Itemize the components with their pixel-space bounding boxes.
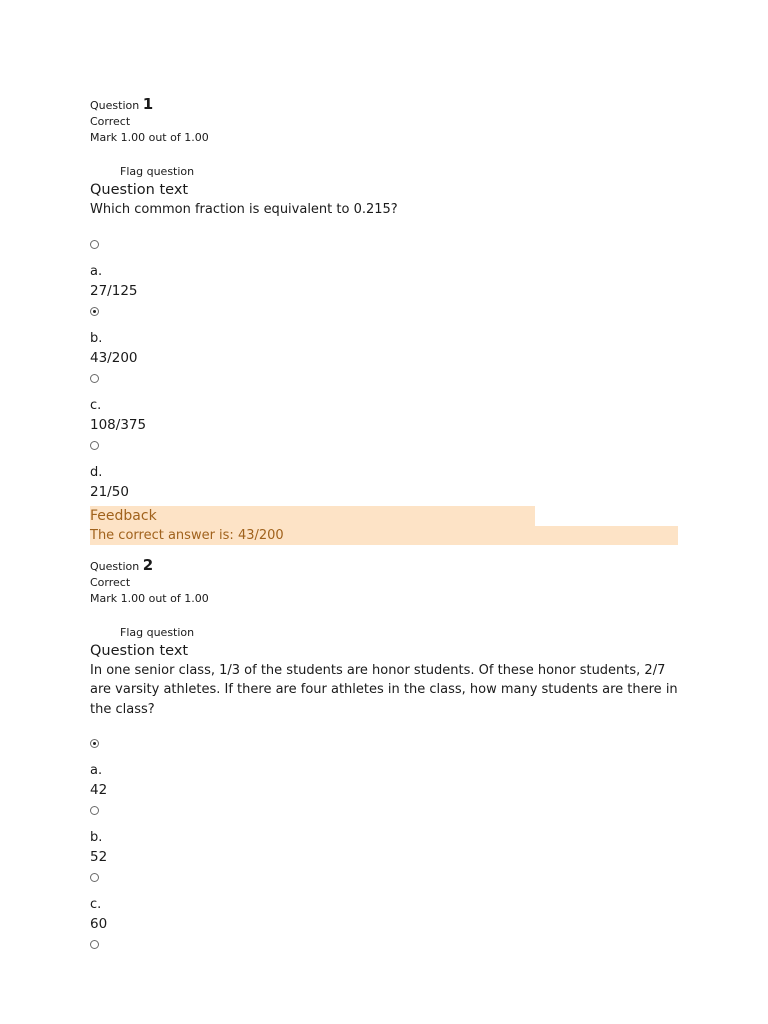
feedback-title-box bbox=[90, 506, 535, 526]
question-mark: Mark 1.00 out of 1.00 bbox=[90, 591, 209, 605]
flag-question-link[interactable]: Flag question bbox=[120, 165, 195, 178]
option-letter: b. bbox=[90, 330, 103, 346]
option-value: 21/50 bbox=[90, 483, 129, 500]
radio-option-d[interactable] bbox=[90, 940, 99, 949]
question-1-header bbox=[90, 96, 690, 114]
question-1 bbox=[90, 96, 690, 545]
option-letter: b. bbox=[90, 830, 103, 845]
option-d[interactable] bbox=[90, 435, 690, 502]
radio-option-b[interactable] bbox=[90, 307, 99, 316]
question-state: Correct bbox=[90, 115, 131, 128]
question-state: Correct bbox=[90, 575, 131, 589]
feedback-panel bbox=[90, 506, 690, 545]
flag-question-link[interactable]: Flag question bbox=[120, 625, 195, 639]
option-letter: a. bbox=[90, 263, 103, 279]
question-mark: Mark 1.00 out of 1.00 bbox=[90, 131, 209, 144]
radio-option-d[interactable] bbox=[90, 441, 99, 450]
option-value: 52 bbox=[90, 849, 108, 865]
radio-option-a[interactable] bbox=[90, 739, 99, 748]
radio-option-c[interactable] bbox=[90, 374, 99, 383]
option-c[interactable] bbox=[90, 368, 690, 435]
question-label: Question bbox=[90, 99, 140, 112]
question-text-label: Question text bbox=[90, 182, 189, 198]
option-b[interactable] bbox=[90, 301, 690, 368]
option-value: 60 bbox=[90, 916, 108, 932]
question-number: 2 bbox=[142, 555, 154, 574]
option-value: 43/200 bbox=[90, 349, 138, 366]
question-text-label: Question text bbox=[90, 642, 189, 659]
option-c[interactable] bbox=[90, 867, 690, 934]
question-2 bbox=[90, 557, 690, 954]
question-number: 1 bbox=[142, 95, 154, 113]
feedback-text-box bbox=[90, 526, 678, 545]
option-a[interactable] bbox=[90, 234, 690, 301]
feedback-title: Feedback bbox=[90, 507, 157, 524]
option-value: 42 bbox=[90, 782, 108, 798]
option-value: 27/125 bbox=[90, 282, 138, 299]
option-d[interactable] bbox=[90, 934, 690, 953]
question-text: In one senior class, 1/3 of the students are honor students. Of these honor students, 2/7 are varsity athletes. If there are four athletes in the class, how many students are there in the class? bbox=[90, 662, 678, 717]
option-letter: d. bbox=[90, 464, 103, 480]
question-label: Question bbox=[90, 559, 140, 573]
radio-option-a[interactable] bbox=[90, 240, 99, 249]
option-b[interactable] bbox=[90, 800, 690, 867]
quiz-review-page bbox=[90, 96, 690, 953]
answer-options bbox=[90, 733, 690, 953]
option-letter: a. bbox=[90, 763, 103, 778]
option-letter: c. bbox=[90, 397, 102, 413]
radio-option-b[interactable] bbox=[90, 806, 99, 815]
answer-options bbox=[90, 234, 690, 502]
option-a[interactable] bbox=[90, 733, 690, 800]
feedback-text: The correct answer is: 43/200 bbox=[90, 527, 284, 543]
question-text: Which common fraction is equivalent to 0.215? bbox=[90, 202, 398, 217]
radio-option-c[interactable] bbox=[90, 873, 99, 882]
option-letter: c. bbox=[90, 897, 102, 912]
question-2-header bbox=[90, 557, 690, 575]
option-value: 108/375 bbox=[90, 416, 147, 433]
